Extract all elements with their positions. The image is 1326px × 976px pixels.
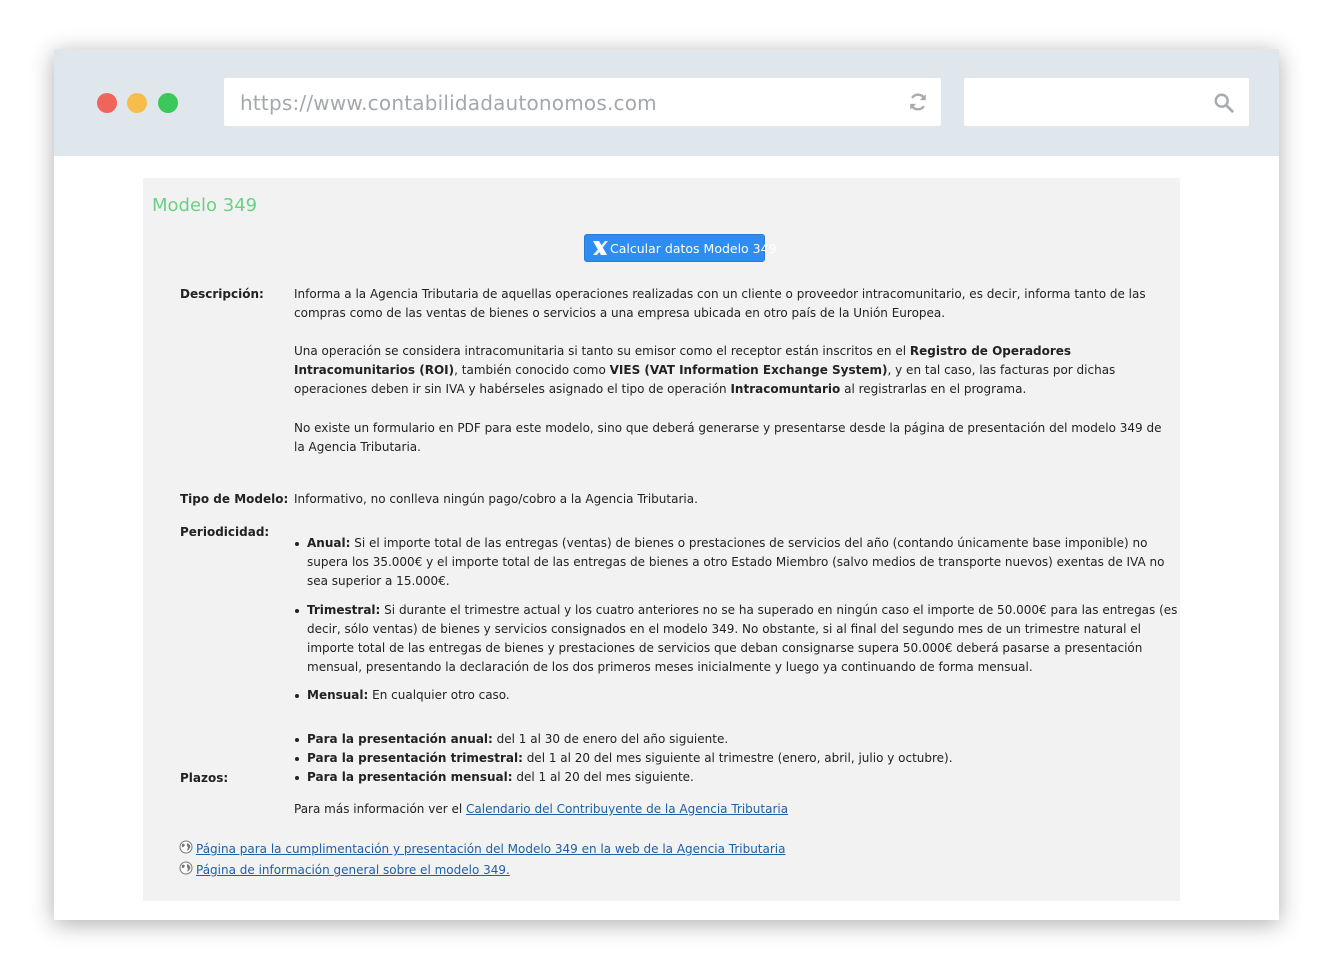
tipo-modelo-label: Tipo de Modelo: xyxy=(180,492,289,506)
periodicidad-list xyxy=(294,534,1187,715)
modelo-panel xyxy=(143,178,1180,901)
reload-icon[interactable] xyxy=(907,91,929,113)
calendario-contribuyente-link[interactable]: Calendario del Contribuyente de la Agencia Tributaria xyxy=(466,802,789,816)
calculate-model-button[interactable] xyxy=(584,234,777,262)
plazos-label: Plazos: xyxy=(180,771,229,785)
list-item: Mensual: En cualquier otro caso. xyxy=(307,686,1187,705)
address-bar[interactable] xyxy=(224,78,941,126)
globe-icon xyxy=(179,840,193,854)
descripcion-paragraph-2: Una operación se considera intracomunitaria si tanto su emisor como el receptor están inscritos en el Registro de Operadores Intracomunitarios (ROI), también conocido como VIES (VAT Information Exchange System), y en tal caso, las facturas por dichas operaciones deben ir sin IVA y habérseles asignado el tipo de operación Intracomuntario al registrarlas en el programa. xyxy=(294,344,1116,397)
browser-window xyxy=(54,49,1279,920)
general-info-link-row xyxy=(179,863,510,877)
search-icon[interactable] xyxy=(1213,92,1235,114)
aeat-presentation-link-row xyxy=(179,842,786,856)
minimize-window-button[interactable] xyxy=(127,93,147,113)
descripcion-label: Descripción: xyxy=(180,287,264,301)
list-item: Trimestral: Si durante el trimestre actual y los cuatro anteriores no se ha superado en ningún caso el importe de 50.000€ para las entregas (es decir, sólo ventas) de bienes y servicios consignados en el modelo 349. No obstante, si al final del segundo mes de un trimestre natural el importe total de las entregas de bienes y prestaciones de servicios que deban consignarse supera 50.000€ deberá pasarse a presentación mensual, presentando la declaración de los dos primeros meses inicialmente y luego ya continuando de forma mensual. xyxy=(307,601,1187,678)
list-item: Para la presentación anual: del 1 al 30 de enero del año siguiente. xyxy=(307,730,1187,749)
general-info-link[interactable]: Página de información general sobre el modelo 349. xyxy=(196,863,510,877)
globe-icon xyxy=(179,861,193,875)
calculator-x-icon xyxy=(591,240,609,256)
plazos-more-info: Para más información ver el Calendario del Contribuyente de la Agencia Tributaria xyxy=(294,802,789,816)
calculate-model-label: Calcular datos Modelo 349 xyxy=(610,241,777,256)
tipo-modelo-value: Informativo, no conlleva ningún pago/cobro a la Agencia Tributaria. xyxy=(294,492,698,506)
page-title: Modelo 349 xyxy=(152,195,258,216)
descripcion-paragraph-3: No existe un formulario en PDF para este modelo, sino que deberá generarse y presentarse desde la página de presentación del modelo 349 de la Agencia Tributaria. xyxy=(294,421,1162,455)
list-item: Para la presentación trimestral: del 1 al 20 del mes siguiente al trimestre (enero, abril, julio y octubre). xyxy=(307,749,1187,768)
maximize-window-button[interactable] xyxy=(158,93,178,113)
browser-titlebar xyxy=(54,49,1279,156)
address-bar-url: https://www.contabilidadautonomos.com xyxy=(240,91,657,115)
browser-search-field[interactable] xyxy=(964,78,1249,126)
periodicidad-label: Periodicidad: xyxy=(180,525,270,539)
descripcion-paragraph-1: Informa a la Agencia Tributaria de aquellas operaciones realizadas con un cliente o proveedor intracomunitario, es decir, informa tanto de las compras como de las ventas de bienes o servicios a una empresa ubicada en otro país de la Unión Europea. xyxy=(294,287,1146,321)
aeat-presentation-link[interactable]: Página para la cumplimentación y presentación del Modelo 349 en la web de la Agencia Tributaria xyxy=(196,842,786,856)
close-window-button[interactable] xyxy=(97,93,117,113)
list-item: Para la presentación mensual: del 1 al 20 del mes siguiente. xyxy=(307,768,1187,787)
plazos-list xyxy=(294,730,1187,788)
list-item: Anual: Si el importe total de las entregas (ventas) de bienes o prestaciones de servicios del año (contando únicamente base imponible) no supera los 35.000€ y el importe total de las entregas de bienes a otro Estado Miembro (salvo medios de transporte nuevos) exentas de IVA no sea superior a 15.000€. xyxy=(307,534,1187,592)
